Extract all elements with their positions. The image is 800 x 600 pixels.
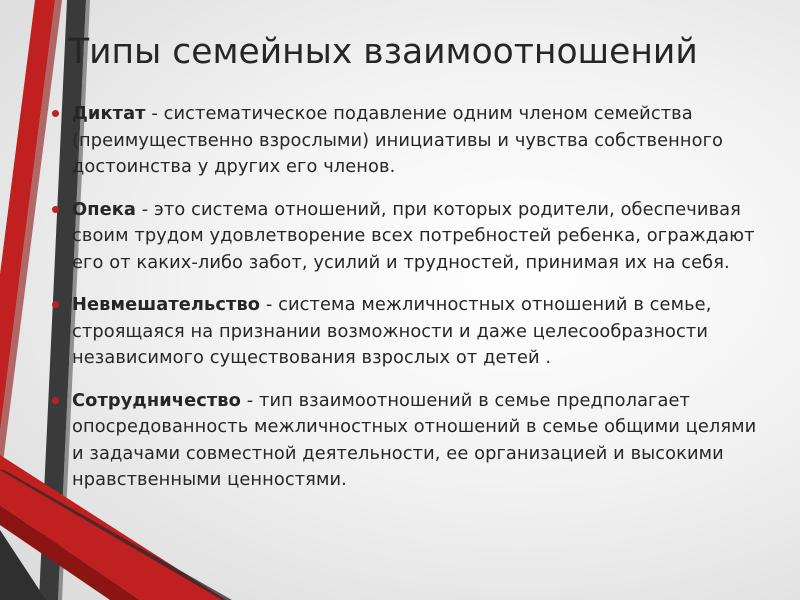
slide-title: Типы семейных взаимоотношений [68, 32, 698, 72]
term-label: Невмешательство [72, 294, 261, 315]
term-label: Диктат [72, 103, 146, 124]
bullet-icon [52, 397, 59, 404]
term-definition: - это система отношений, при которых родители, обеспечивая своим трудом удовлетворение всех потребностей ребенка, ограждают его от каких-либо забот, усилий и трудностей, принимая их на себя. [72, 198, 755, 273]
term-label: Опека [72, 198, 137, 220]
list-item [52, 388, 764, 494]
term-label: Сотрудничество [72, 389, 241, 411]
list-item [52, 101, 764, 181]
bullet-icon [52, 206, 59, 213]
list-item [52, 292, 764, 372]
list-item [52, 197, 764, 277]
term-definition: - систематическое подавление одним членом семейства (преимущественно взрослыми) инициативы и чувства собственного достоинства у других его членов. [72, 103, 724, 177]
bullet-icon [52, 301, 59, 308]
term-definition: - тип взаимоотношений в семье предполагает опосредованность межличностных отношений в семье общими целями и задачами совместной деятельности, ее организацией и высокими нравственными ценностями. [72, 389, 757, 490]
bullet-list [52, 101, 764, 494]
term-definition: - система межличностных отношений в семье, строящаяся на признании возможности и даже целесообразности независимого существования взрослых от детей . [72, 294, 712, 368]
bullet-icon [52, 110, 59, 117]
